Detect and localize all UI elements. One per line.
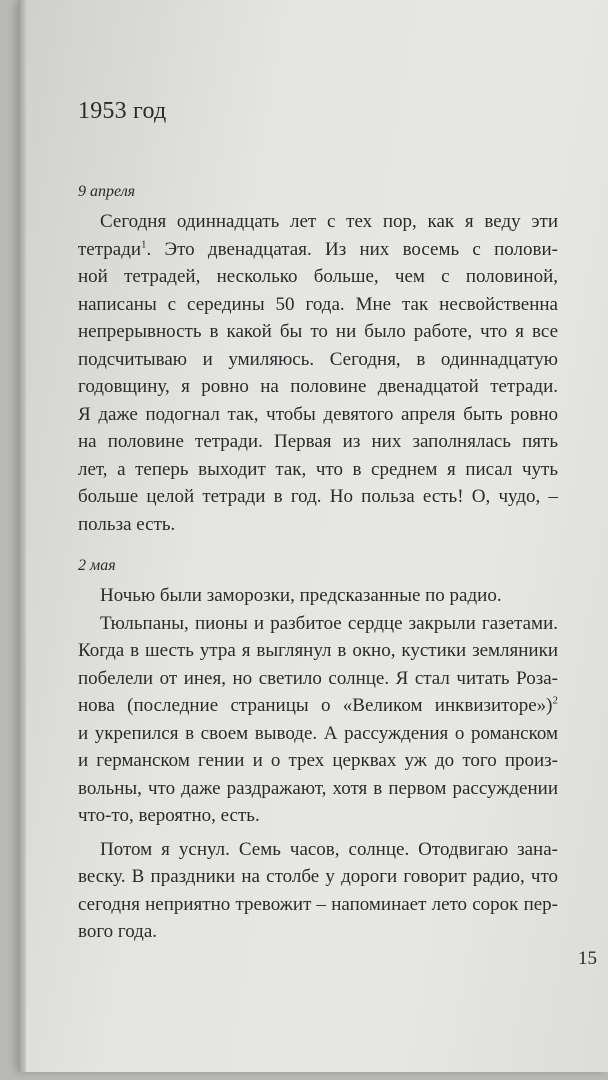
text-line: на половине тетради. Первая из них заполнялась пять [78,431,558,452]
text-line: веску. В праздники на столбе у дороги говорит радио, что [78,866,558,887]
paragraph [78,836,558,946]
footnote-mark: 1 [141,238,147,251]
text-line: что-то, вероятно, есть. [78,805,260,826]
text-line: непрерывность в какой бы то ни было работе, что я все [78,321,558,342]
text-line: больше целой тетради в год. Но польза есть! О, чудо, – [78,486,558,507]
text-line [78,236,558,264]
text-line: подсчитываю и умиляюсь. Сегодня, в одиннадцатую [78,348,558,370]
text-line: вольны, что даже раздражают, хотя в первом рассуждении [78,777,558,799]
chapter-heading: 1953 год [78,98,167,124]
text-line: побелели от инея, но светило солнце. Я стал читать Роза- [78,667,558,689]
text-line: Тюльпаны, пионы и разбитое сердце закрыли газетами. [100,612,558,634]
text-fragment: нова (последние страницы о «Великом инквизиторе») [78,695,553,716]
book-page [18,0,608,1072]
diary-entry [78,556,558,946]
page-number: 15 [578,948,597,969]
text-line: вого года. [78,921,158,942]
entry-date: 9 апреля [78,183,136,200]
paragraph [78,582,558,610]
text-line: Потом я уснул. Семь часов, солнце. Отодвигаю зана- [100,838,558,860]
text-line: ной тетрадей, несколько больше, чем с половиной, [78,266,558,287]
text-line: Ночью были заморозки, предсказанные по радио. [100,585,502,606]
footnote-mark: 2 [552,694,558,707]
text-line: годовщину, я ровно на половине двенадцатой тетради. [78,376,558,397]
text-fragment: тетради [78,238,142,260]
paragraph [78,208,558,538]
text-line: и укрепился в своем выводе. А рассуждения о романском [78,722,558,744]
text-line: сегодня неприятно тревожит – напоминает лето сорок пер- [78,893,558,915]
text-line: лет, а теперь выходит так, что в среднем я писал чуть [78,458,558,480]
diary-entry [78,182,558,538]
text-line: Когда в шесть утра я выглянул в окно, кустики земляники [78,640,558,661]
text-line: польза есть. [78,513,176,535]
entry-date: 2 мая [78,557,116,574]
text-line [78,692,558,720]
paragraph [78,610,558,830]
text-line: написаны с середины 50 года. Мне так несвойственна [78,293,558,315]
text-line: Я даже подогнал так, чтобы девятого апреля быть ровно [78,403,558,425]
text-line: и германском гении и о трех церквах уж до того произ- [78,750,558,771]
text-fragment: . Это двенадцатая. Из них восемь с полови- [146,238,558,260]
page-gutter [18,0,26,1072]
text-line: Сегодня одиннадцать лет с тех пор, как я веду эти [100,211,558,232]
